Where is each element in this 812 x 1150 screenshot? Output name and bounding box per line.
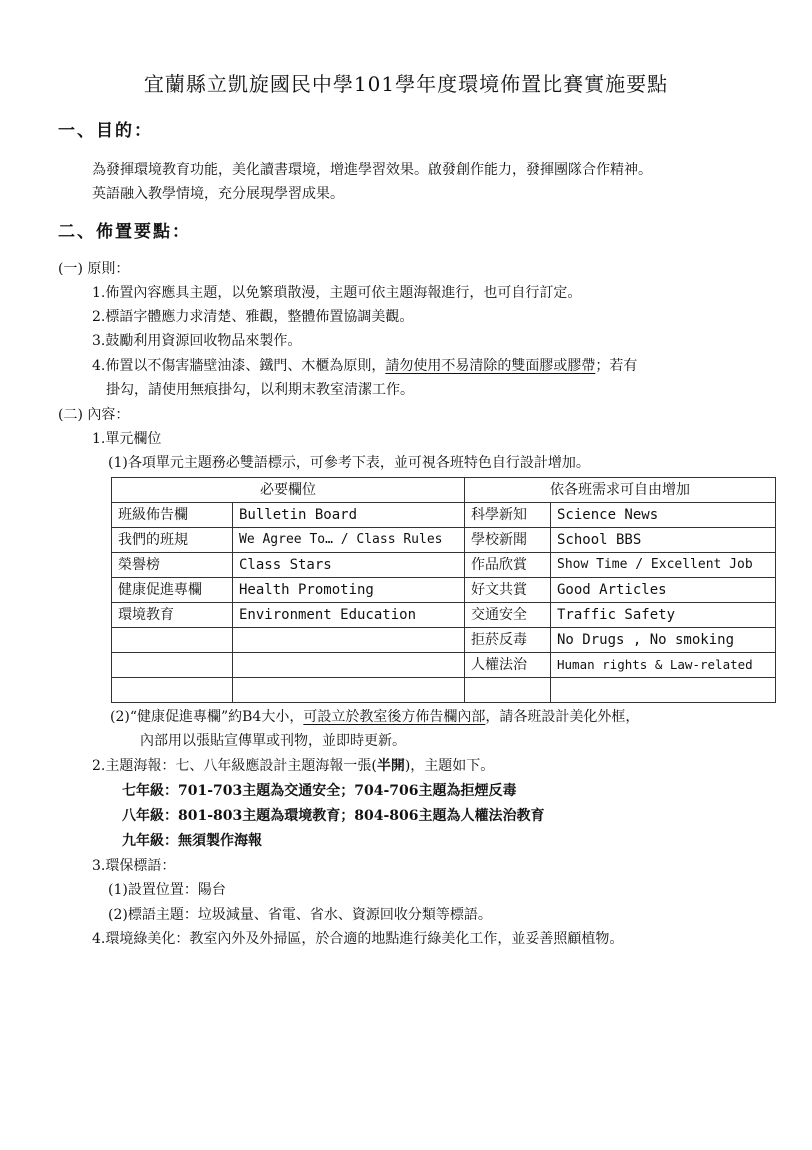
grade9-topics: 九年級：無須製作海報 [122, 833, 262, 849]
table-cell: Science News [551, 503, 776, 528]
grade8-topics: 八年級：801-803主題為環境教育；804-806主題為人權法治教育 [122, 808, 545, 824]
section1-line1: 為發揮環境教育功能，美化讀書環境，增進學習效果。啟發創作能力，發揮團隊合作精神。 [92, 162, 652, 178]
table-cell: We Agree To… / Class Rules [233, 528, 465, 553]
principle-item-4-underlined: 請勿使用不易清除的雙面膠或膠帶 [385, 358, 596, 374]
table-cell [112, 653, 233, 678]
table-cell: Environment Education [233, 603, 465, 628]
table-cell: 學校新聞 [465, 528, 551, 553]
health-column-note-continued: 內部用以張貼宣傳單或刊物，並即時更新。 [140, 733, 406, 749]
theme-poster-size: 半開 [376, 758, 405, 774]
table-cell [233, 653, 465, 678]
table-cell: 人權法治 [465, 653, 551, 678]
table-cell: 科學新知 [465, 503, 551, 528]
table-row [112, 628, 776, 653]
principle-item-4-continued: 掛勾，請使用無痕掛勾，以利期末教室清潔工作。 [106, 382, 414, 398]
table-cell: No Drugs , No smoking [551, 628, 776, 653]
table-cell: 健康促進專欄 [112, 578, 233, 603]
section1-heading: 一、目的： [58, 121, 153, 141]
table-cell: 拒菸反毒 [465, 628, 551, 653]
table-row [112, 603, 776, 628]
table-cell [233, 678, 465, 703]
table-cell: Good Articles [551, 578, 776, 603]
eco-slogan-topics: (2)標語主題：垃圾減量、省電、省水、資源回收分類等標語。 [108, 907, 492, 923]
table-cell: 作品欣賞 [465, 553, 551, 578]
table-cell: 環境教育 [112, 603, 233, 628]
table-cell [233, 628, 465, 653]
unit-columns-heading: 1.單元欄位 [92, 431, 162, 447]
theme-poster-tail: )，主題如下。 [404, 758, 495, 774]
table-row [112, 553, 776, 578]
principle-item-4-text: 4.佈置以不傷害牆壁油漆、鐵門、木櫃為原則， [92, 358, 386, 374]
section1-line2: 英語融入教學情境，充分展現學習成果。 [92, 186, 344, 202]
principle-item-2: 2.標語字體應力求清楚、雅觀，整體佈置協調美觀。 [92, 309, 414, 325]
table-cell: Show Time / Excellent Job [551, 553, 776, 578]
health-column-note [110, 707, 639, 727]
table-cell: School BBS [551, 528, 776, 553]
table-cell: 好文共賞 [465, 578, 551, 603]
table-cell: 班級佈告欄 [112, 503, 233, 528]
table-cell: 榮譽榜 [112, 553, 233, 578]
eco-slogan-heading: 3.環保標語： [92, 858, 176, 874]
grade7-topics: 七年級：701-703主題為交通安全；704-706主題為拒煙反毒 [122, 783, 517, 799]
table-cell: 交通安全 [465, 603, 551, 628]
table-cell: Human rights & Law-related [551, 653, 776, 678]
table-row [112, 578, 776, 603]
table-row [112, 528, 776, 553]
table-cell [112, 628, 233, 653]
table-cell: Class Stars [233, 553, 465, 578]
table-cell [465, 678, 551, 703]
health-column-note-underlined: 可設立於教室後方佈告欄內部 [303, 709, 486, 725]
theme-poster-heading [92, 756, 494, 776]
section2-heading: 二、佈置要點： [58, 222, 191, 242]
table-cell [551, 678, 776, 703]
health-column-note-tail: ，請各班設計美化外框， [485, 709, 640, 725]
table-header-optional: 依各班需求可自由增加 [465, 478, 776, 503]
principles-label: (一) 原則： [58, 261, 130, 277]
table-cell: Health Promoting [233, 578, 465, 603]
table-row [112, 653, 776, 678]
table-header-row [112, 478, 776, 503]
principle-item-4-tail: ；若有 [595, 358, 638, 374]
principle-item-3: 3.鼓勵利用資源回收物品來製作。 [92, 333, 302, 349]
unit-columns-note: (1)各項單元主題務必雙語標示，可參考下表，並可視各班特色自行設計增加。 [108, 455, 590, 471]
table-cell: Bulletin Board [233, 503, 465, 528]
greening-item: 4.環境綠美化：教室內外及外掃區，於合適的地點進行綠美化工作，並妥善照顧植物。 [92, 931, 624, 947]
table-cell: 我們的班規 [112, 528, 233, 553]
table-cell: Traffic Safety [551, 603, 776, 628]
health-column-note-text: (2)“健康促進專欄”約B4大小， [110, 709, 304, 725]
table-cell [112, 678, 233, 703]
content-label: (二) 內容： [58, 407, 130, 423]
theme-poster-text: 2.主題海報：七、八年級應設計主題海報一張( [92, 758, 377, 774]
principle-item-1: 1.佈置內容應具主題，以免繁瑣散漫，主題可依主題海報進行，也可自行訂定。 [92, 285, 582, 301]
table-header-required: 必要欄位 [112, 478, 465, 503]
table-row [112, 503, 776, 528]
table-row [112, 678, 776, 703]
unit-columns-table [111, 477, 776, 703]
page-title: 宜蘭縣立凱旋國民中學101學年度環境佈置比賽實施要點 [143, 72, 669, 96]
principle-item-4 [92, 356, 637, 376]
eco-slogan-location: (1)設置位置：陽台 [108, 882, 226, 898]
